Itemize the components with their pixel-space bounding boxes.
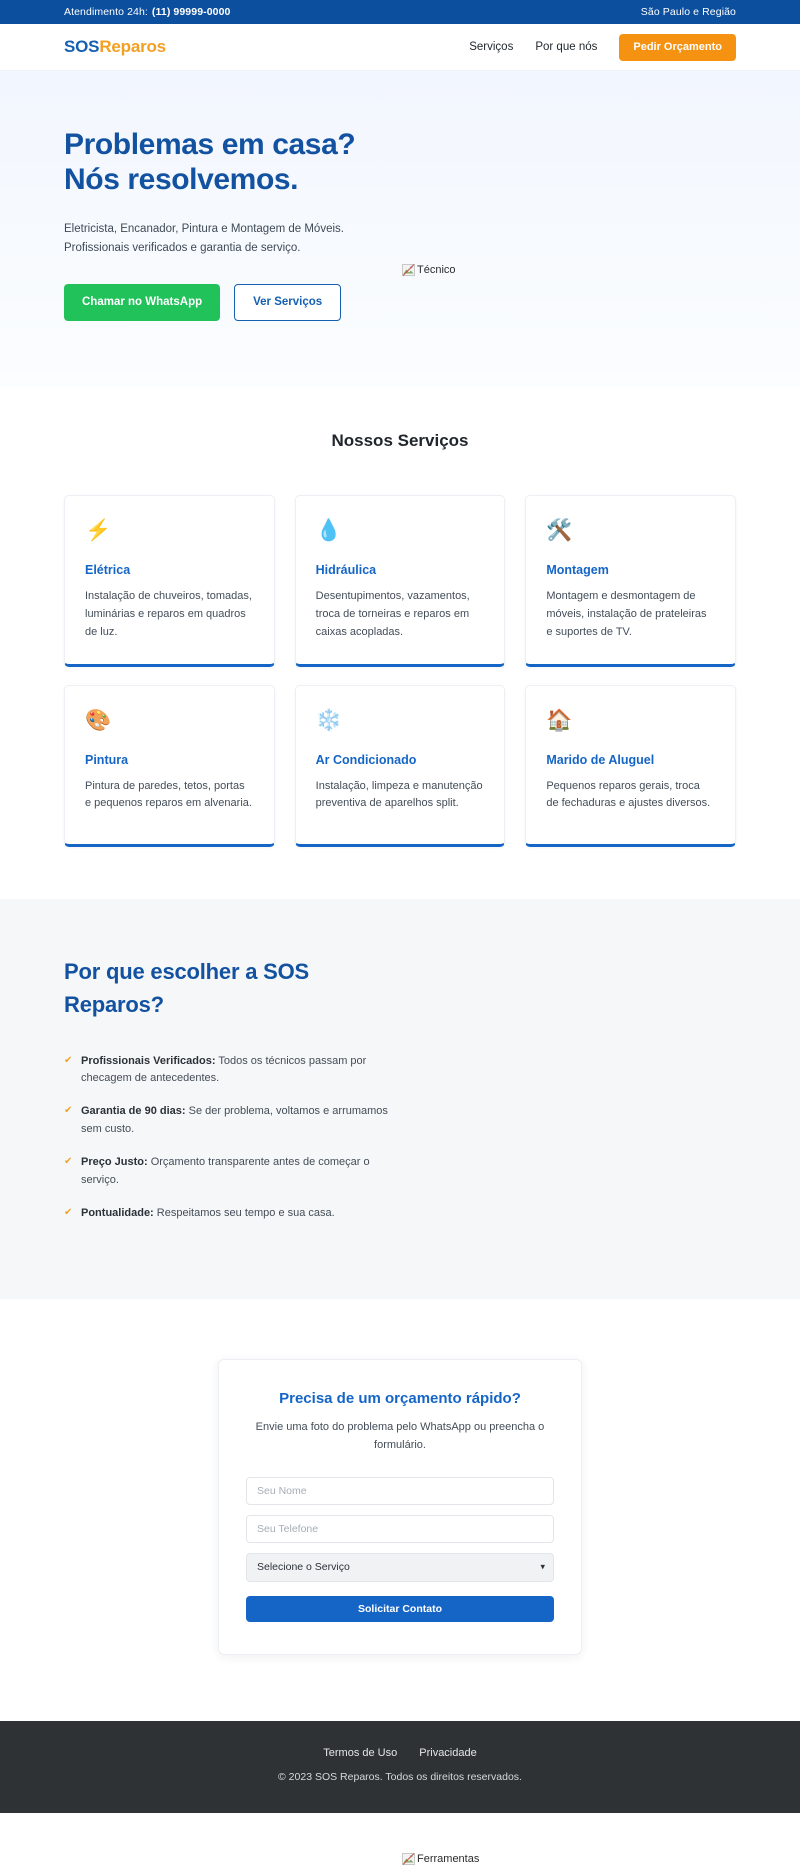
hero-image: [402, 263, 456, 281]
check-icon: ✔: [64, 1105, 73, 1117]
broken-image-placeholder-tecnico: [402, 264, 456, 276]
why-image: [402, 1852, 479, 1870]
hero-title: [64, 127, 394, 198]
site-logo[interactable]: [64, 37, 166, 57]
hero-cta-group: [64, 284, 394, 322]
benefit-text: Orçamento transparente antes de começar o serviço.: [81, 1155, 370, 1186]
topbar-region: São Paulo e Região: [640, 6, 736, 18]
services-section-title: Nossos Serviços: [331, 431, 469, 451]
service-card-description: Montagem e desmontagem de móveis, instalação de prateleiras e suportes de TV.: [546, 590, 707, 638]
check-icon: ✔: [64, 1206, 73, 1218]
snowflake-icon: ❄️: [315, 708, 342, 732]
service-card-montagem[interactable]: [525, 495, 736, 666]
benefit-label: Preço Justo:: [81, 1155, 148, 1168]
hero-subtitle: Eletricista, Encanador, Pintura e Montagem de Móveis. Profissionais verificados e garantia de serviço.: [64, 222, 344, 254]
contact-section: [0, 1299, 800, 1720]
service-card-pintura[interactable]: [64, 685, 275, 847]
quote-form-card: [218, 1359, 582, 1654]
broken-image-placeholder-ferramentas: [402, 1853, 479, 1865]
service-card-ar-condicionado[interactable]: [295, 685, 506, 847]
service-card-description: Pequenos reparos gerais, troca de fechaduras e ajustes diversos.: [546, 779, 711, 810]
broken-image-alt-text: Ferramentas: [417, 1852, 480, 1865]
topbar-support: [64, 6, 231, 18]
benefit-text: Todos os técnicos passam por checagem de antecedentes.: [81, 1054, 367, 1085]
benefit-label: Garantia de 90 dias:: [81, 1105, 186, 1118]
broken-image-alt-text: Técnico: [417, 264, 456, 276]
service-card-description: Pintura de paredes, tetos, portas e pequenos reparos em alvenaria.: [85, 779, 252, 810]
benefit-text: Respeitamos seu tempo e sua casa.: [153, 1206, 335, 1219]
nav-item-servicos[interactable]: Serviços: [469, 41, 514, 53]
water-drop-icon: 💧: [315, 519, 342, 543]
service-card-description: Instalação de chuveiros, tomadas, luminárias e reparos em quadros de luz.: [85, 590, 252, 638]
logo-text-primary: SOS: [64, 37, 100, 56]
hero-view-services-button[interactable]: Ver Serviços: [234, 284, 341, 322]
hero-whatsapp-button[interactable]: Chamar no WhatsApp: [64, 284, 220, 322]
nav-item-porque-nos[interactable]: Por que nós: [535, 41, 598, 53]
list-item: [64, 1154, 394, 1190]
service-select-wrapper: [246, 1553, 554, 1582]
service-card-title: Marido de Aluguel: [546, 752, 655, 767]
hero-title-line-2: Nós resolvemos.: [64, 163, 299, 197]
name-input[interactable]: [246, 1477, 554, 1505]
service-select[interactable]: [246, 1553, 554, 1582]
hero-section: [0, 71, 800, 387]
check-icon: ✔: [64, 1155, 73, 1167]
house-icon: 🏠: [546, 708, 573, 732]
why-content: [64, 955, 394, 1238]
site-footer: [0, 1721, 800, 1813]
service-card-description: Instalação, limpeza e manutenção preventiva de aparelhos split.: [315, 779, 483, 810]
service-card-title: Montagem: [546, 563, 609, 578]
service-card-title: Hidráulica: [315, 563, 377, 578]
broken-image-icon: [402, 264, 415, 276]
main-navigation: [469, 34, 736, 61]
footer-links: [64, 1747, 736, 1759]
hero-title-line-1: Problemas em casa?: [64, 128, 356, 161]
footer-link-termos-de-uso[interactable]: Termos de Uso: [323, 1746, 398, 1759]
topbar-phone-number[interactable]: (11) 99999-0000: [151, 6, 231, 18]
top-announcement-bar: [0, 0, 800, 24]
header-quote-button[interactable]: Pedir Orçamento: [619, 34, 736, 61]
paint-palette-icon: 🎨: [85, 708, 112, 732]
benefit-text: Se der problema, voltamos e arrumamos sem custo.: [81, 1105, 388, 1136]
service-card-title: Pintura: [85, 752, 129, 767]
list-item: [64, 1103, 394, 1139]
services-card-grid: [64, 495, 736, 846]
benefit-label: Profissionais Verificados:: [81, 1054, 216, 1067]
list-item: [64, 1053, 394, 1089]
lightning-bolt-icon: ⚡: [85, 519, 112, 543]
service-card-eletrica[interactable]: [64, 495, 275, 666]
form-subtitle: Envie uma foto do problema pelo WhatsApp ou preencha o formulário.: [255, 1421, 545, 1451]
why-section-title: Por que escolher a SOS Reparos?: [64, 958, 310, 1017]
topbar-support-label: Atendimento 24h:: [64, 6, 148, 18]
hero-content: [64, 127, 394, 321]
submit-contact-button[interactable]: Solicitar Contato: [246, 1596, 554, 1622]
chevron-down-icon: ▾: [540, 1561, 545, 1572]
footer-copyright: © 2023 SOS Reparos. Todos os direitos reservados.: [278, 1770, 522, 1783]
service-card-hidraulica[interactable]: [295, 495, 506, 666]
check-icon: ✔: [64, 1054, 73, 1066]
services-section: [0, 387, 800, 898]
service-card-marido-de-aluguel[interactable]: [525, 685, 736, 847]
service-card-description: Desentupimentos, vazamentos, troca de torneiras e reparos em caixas acopladas.: [315, 590, 470, 638]
footer-link-privacidade[interactable]: Privacidade: [419, 1746, 477, 1759]
broken-image-icon: [402, 1853, 415, 1865]
logo-text-secondary: Reparos: [99, 37, 166, 56]
tools-icon: 🛠️: [546, 519, 573, 543]
site-header: [0, 24, 800, 71]
benefit-label: Pontualidade:: [81, 1206, 154, 1219]
service-card-title: Ar Condicionado: [315, 752, 417, 767]
form-title: Precisa de um orçamento rápido?: [279, 1390, 521, 1408]
phone-input[interactable]: [246, 1515, 554, 1543]
why-benefits-list: [64, 1053, 394, 1223]
list-item: [64, 1205, 394, 1223]
service-card-title: Elétrica: [85, 563, 131, 578]
